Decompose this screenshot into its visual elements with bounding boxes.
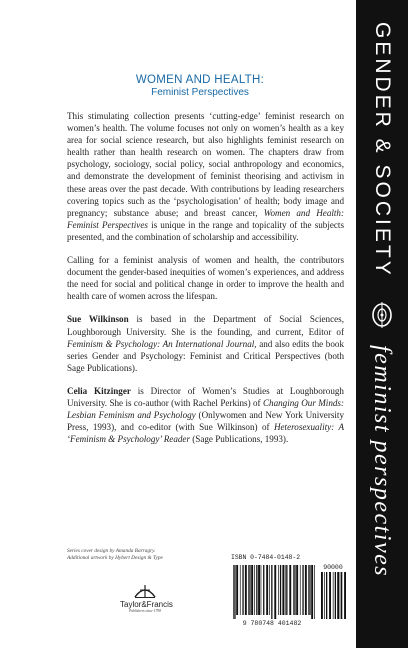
- barcode-bar: [344, 572, 346, 619]
- spine-band: [356, 0, 408, 648]
- design-credits: [67, 548, 237, 562]
- book-title: WOMEN AND HEALTH:: [135, 74, 265, 86]
- book-subtitle: Feminist Perspectives: [151, 87, 249, 98]
- barcode-number: 9 780748 401482: [242, 620, 302, 627]
- barcode-bar: [234, 565, 235, 619]
- bio-text: (Onlywomen and New York University Press, 1993), and co-editor (with Sue Wilkinson) of: [67, 410, 344, 433]
- barcode-bar: [261, 565, 262, 615]
- barcode-bar: [341, 572, 342, 619]
- analysis-paragraph: Calling for a feminist analysis of women and health, the contributors document the gender-based inequities of women’s experiences, and address the need for social and political change in order to improve the health and health care of women across the lifespan.: [67, 255, 344, 302]
- back-cover-text: [67, 110, 344, 456]
- barcode-bar: [289, 565, 291, 615]
- bio-text-end: (Sage Publications, 1993).: [189, 434, 289, 445]
- description-text: This stimulating collection presents ‘cutting-edge’ feminist research on women’s health. The volume focuses not only on women’s health as a key area for social science research, but also highlights feminist research on health rather than health research on women. The chapters draw from psychology, sociology, social policy, social anthropology and economics, and demonstrate the development of feminist theorising and activism in these areas over the past decade. With contributions by leading researchers covering topics such as the ‘psychologisation’ of health; body image and pregnancy; substance abuse; and breast cancer,: [67, 111, 344, 218]
- barcode-bar: [305, 565, 307, 615]
- barcode-bar: [254, 565, 255, 615]
- barcode-bar: [294, 565, 295, 615]
- barcode-bar: [240, 565, 241, 615]
- barcode-bar: [308, 565, 309, 615]
- barcode-bar: [293, 565, 294, 615]
- book-title-italic: Changing Our Minds: Lesbian Feminism and Psychology: [67, 397, 344, 421]
- price-code: 90000: [323, 564, 343, 571]
- barcode-bar: [251, 565, 253, 615]
- bio-text: is based in the Department of Social Sciences, Loughborough University. She is the founding, and current, Editor of: [67, 314, 344, 337]
- barcode-bar: [256, 565, 257, 615]
- barcode-bar: [233, 565, 234, 619]
- barcode-bar: [302, 565, 303, 615]
- barcode-bar: [266, 565, 268, 615]
- barcode-bar: [333, 572, 334, 619]
- barcode-bar: [311, 565, 313, 619]
- barcode-bar: [282, 565, 284, 615]
- publisher-tagline: Publishers since 1798: [129, 609, 161, 613]
- book-title-italic: Heterosexuality: A ‘Feminism & Psychology’ Reader: [67, 422, 344, 445]
- barcode-bar: [335, 572, 336, 619]
- barcode-bar: [337, 572, 339, 619]
- barcode-bar: [309, 565, 310, 615]
- description-text-end: is unique in the range and topicality of the subjects presented, and the combination of scholarship and accessibility.: [67, 219, 344, 242]
- publisher-name: Taylor&Francis: [120, 600, 173, 609]
- barcode-bar: [242, 565, 243, 615]
- barcode-bar: [286, 565, 287, 615]
- description-paragraph: [67, 110, 344, 243]
- barcode-bar: [326, 572, 327, 619]
- isbn-label: ISBN 0-7484-0148-2: [231, 554, 301, 561]
- barcode-bar: [263, 565, 264, 615]
- book-title-italic: Women and Health: Feminist Perspectives: [67, 207, 344, 230]
- bio-text-end: and also edits the book series Gender and Psychology: Feminist and Critical Perspectives (both Sage Publications).: [67, 338, 344, 373]
- journal-title: Feminism & Psychology: An International Journal,: [67, 338, 257, 349]
- price-addon-bars: [321, 572, 346, 619]
- barcode-bar: [245, 565, 247, 615]
- barcode-bar: [329, 572, 331, 619]
- credit-line: Series cover design by Amanda Barragry.: [67, 548, 156, 554]
- barcode-bar: [280, 565, 281, 615]
- barcode-bar: [258, 565, 260, 615]
- publisher-logo-icon: [133, 581, 157, 599]
- barcode-bar: [274, 565, 276, 619]
- barcode-bar: [269, 565, 270, 615]
- barcode-bar: [236, 565, 238, 615]
- editor-bio-wilkinson: [67, 313, 344, 373]
- series-subtitle: feminist perspectives: [369, 345, 395, 578]
- barcode-bar: [249, 565, 250, 615]
- barcode-bar: [314, 565, 315, 619]
- barcode-bar: [285, 565, 286, 615]
- bio-text: is Director of Women’s Studies at Loughborough University. She is co-author (with Rachel Perkins) of: [67, 385, 344, 408]
- barcode-bar: [324, 572, 325, 619]
- barcode-bar: [321, 572, 323, 619]
- barcode-bar: [340, 572, 341, 619]
- barcode-bar: [300, 565, 301, 615]
- barcode-bar: [296, 565, 298, 615]
- editor-name: Sue Wilkinson: [67, 314, 129, 325]
- credit-line: Additional artwork by Hybert Design & Type: [67, 555, 163, 561]
- series-logo-icon: [369, 300, 395, 330]
- series-title: GENDER & SOCIETY: [371, 22, 394, 278]
- barcode: [227, 563, 353, 627]
- barcode-bar: [271, 565, 272, 619]
- editor-name: Celia Kitzinger: [67, 385, 131, 396]
- barcode-bar: [278, 565, 279, 615]
- barcode-bar: [248, 565, 249, 615]
- editor-bio-kitzinger: [67, 385, 344, 445]
- publisher-block: [120, 581, 173, 614]
